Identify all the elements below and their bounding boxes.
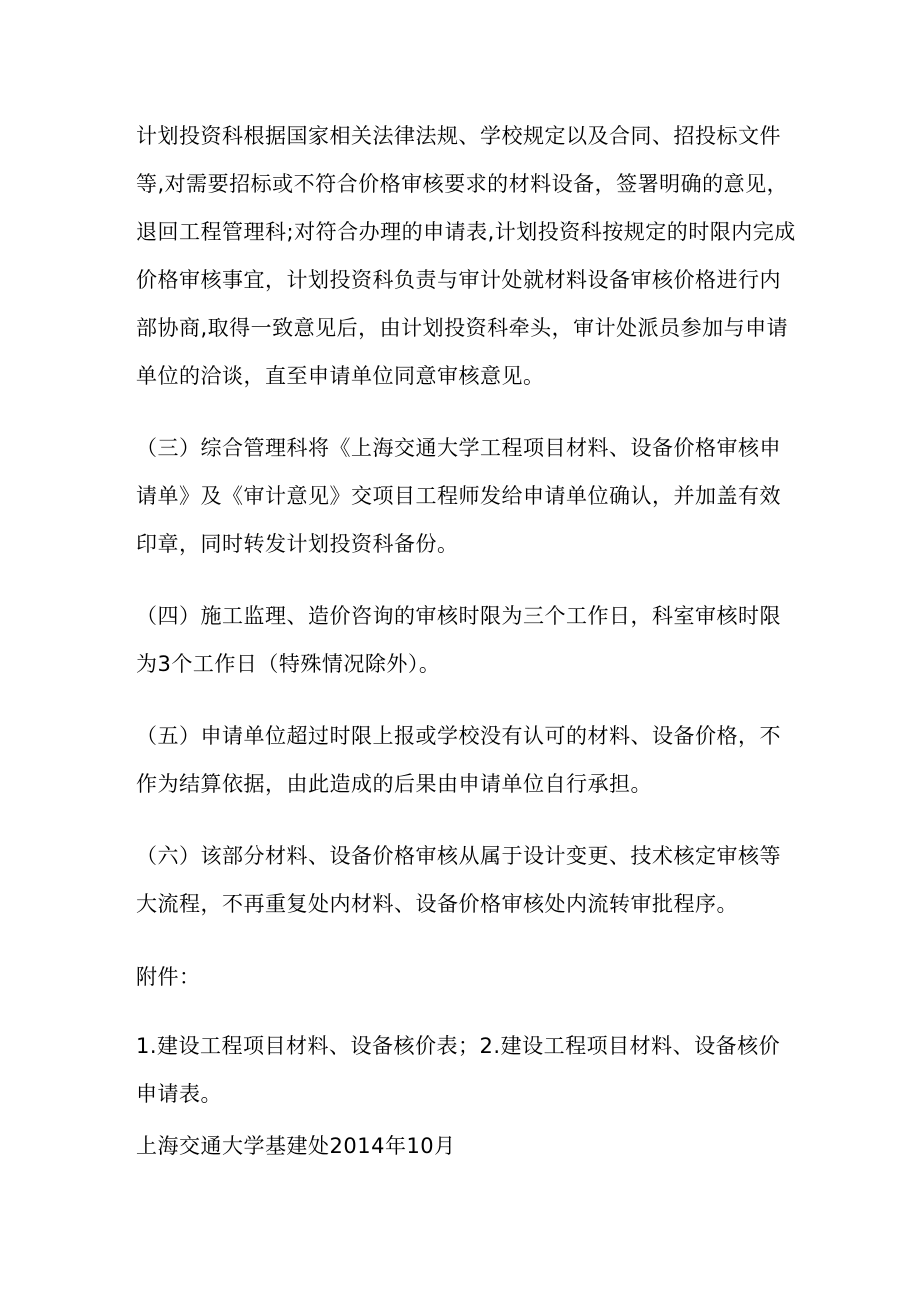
paragraph-item-3: （三）综合管理科将《上海交通大学工程项目材料、设备价格审核申请单》及《审计意见》交项目工程师发给申请单位确认，并加盖有效印章，同时转发计划投资科备份。 bbox=[136, 436, 781, 556]
paragraph-item-5: （五）申请单位超过时限上报或学校没有认可的材料、设备价格，不作为结算依据，由此造成的后果由申请单位自行承担。 bbox=[136, 724, 781, 796]
paragraph-item-6: （六）该部分材料、设备价格审核从属于设计变更、技术核定审核等大流程，不再重复处内材料、设备价格审核处内流转审批程序。 bbox=[136, 844, 781, 916]
paragraph-item-4: （四）施工监理、造价咨询的审核时限为三个工作日，科室审核时限为3个工作日（特殊情况除外）。 bbox=[136, 604, 781, 676]
attachments-heading: 附件： bbox=[136, 965, 201, 989]
attachments-list: 1.建设工程项目材料、设备核价表；2.建设工程项目材料、设备核价申请表。 bbox=[136, 1034, 781, 1106]
paragraph-pricing-review: 计划投资科根据国家相关法律法规、学校规定以及合同、招投标文件等,对需要招标或不符合价格审核要求的材料设备，签署明确的意见，退回工程管理科;对符合办理的申请表,计划投资科按规定的时限内完成价格审核事宜，计划投资科负责与审计处就材料设备审核价格进行内部协商,取得一致意见后，由计划投资科牵头，审计处派员参加与申请单位的洽谈，直至申请单位同意审核意见。 bbox=[136, 124, 796, 388]
signature-line: 上海交通大学基建处2014年10月 bbox=[136, 1134, 456, 1158]
